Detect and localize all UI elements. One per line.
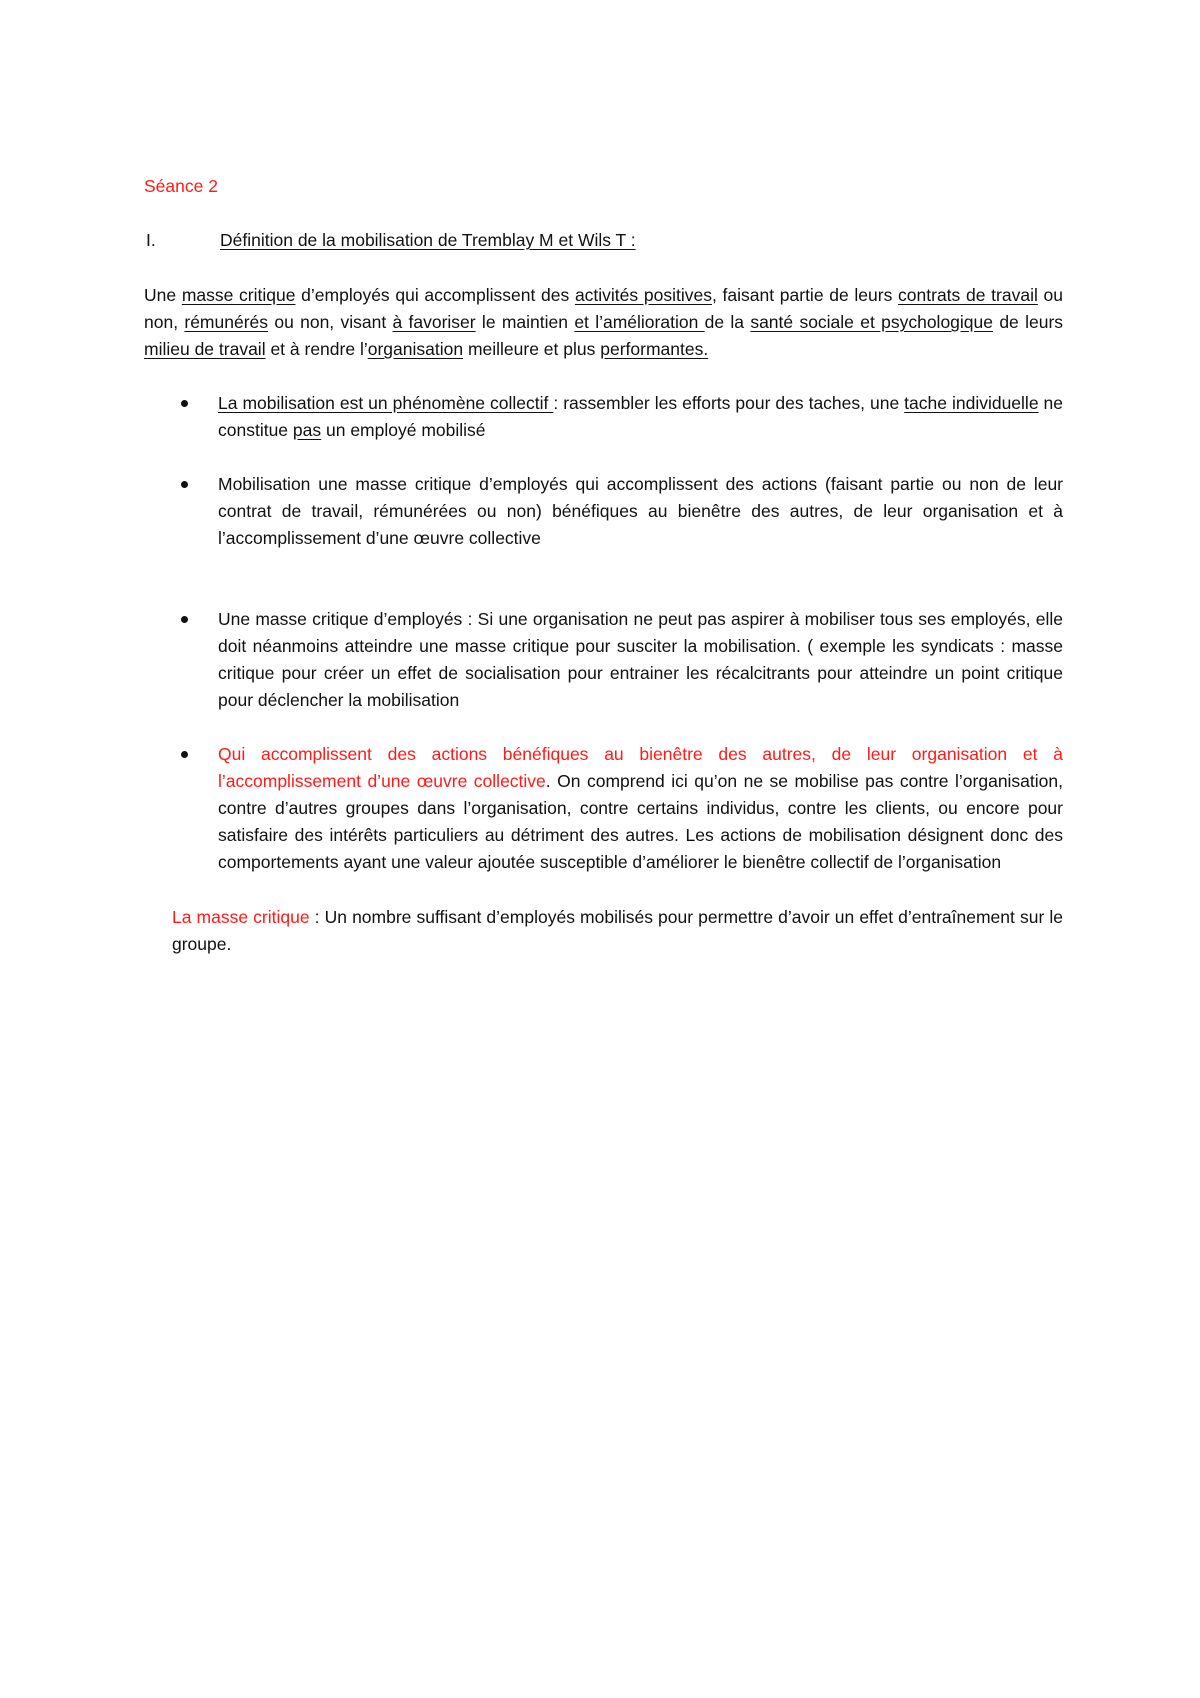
text-run: ne constitue: [218, 393, 1064, 440]
underlined-text: activités positives: [574, 285, 712, 305]
underlined-text: milieu de travail: [144, 339, 266, 359]
text-run: Une masse critique d’employés : Si une organisation ne peut pas aspirer à mobiliser tous ses employés, elle doit néanmoins atteindre une masse critique pour susciter la mobilisation. ( exemple les syndicats : masse critique pour créer un effet de socialisation pour entrainer les récalcitrants pour atteindre un point critique pour déclencher la mobilisation: [218, 609, 1063, 710]
bullet-dot-icon: [181, 481, 188, 488]
text-run: Mobilisation une masse critique d’employés qui accomplissent des actions (faisant partie ou non de leur contrat de travail, rémunérées ou non) bénéfiques au bienêtre des autres, de leur organisation et à l’accomplissement d’une œuvre collective: [218, 474, 1063, 548]
section-heading: [144, 227, 1063, 254]
underlined-text: tache individuelle: [904, 393, 1039, 413]
underlined-text: masse critique: [181, 285, 296, 305]
underlined-text: rémunérés: [184, 312, 269, 332]
text-run: le maintien: [475, 312, 575, 332]
text-run: : rassembler les efforts pour des taches, une: [553, 393, 905, 413]
underlined-text: et l’amélioration: [574, 312, 705, 332]
section-heading-text: Définition de la mobilisation de Tremblay M et Wils T :: [220, 230, 636, 250]
bullet-item: [144, 606, 1063, 714]
underlined-text: La mobilisation est un phénomène collectif: [218, 393, 554, 413]
text-run: de leurs: [993, 312, 1064, 332]
bullet-dot-icon: [181, 616, 188, 623]
bullet-item: [144, 390, 1063, 444]
text-run: d’employés qui accomplissent des: [295, 285, 575, 305]
bullet-text: [218, 609, 1063, 710]
underlined-text: organisation: [367, 339, 464, 359]
bullet-item: [144, 471, 1063, 552]
underlined-text: pas: [292, 420, 322, 440]
underlined-text: à favoriser: [392, 312, 476, 332]
bullet-dot-icon: [181, 400, 188, 407]
text-run: Une: [144, 285, 182, 305]
page-title: Séance 2: [144, 176, 218, 196]
intro-paragraph: [144, 282, 1063, 363]
bullet-item: [144, 741, 1063, 876]
text-run: de la: [704, 312, 751, 332]
bullet-text: [218, 474, 1063, 548]
highlighted-text: La masse critique: [172, 907, 310, 927]
definition-paragraph: [144, 904, 1063, 958]
text-run: ou non, visant: [268, 312, 393, 332]
bullet-dot-icon: [181, 751, 188, 758]
text-run: , faisant partie de leurs: [711, 285, 899, 305]
underlined-text: santé sociale et psychologique: [750, 312, 994, 332]
underlined-text: contrats de travail: [898, 285, 1038, 305]
underlined-text: performantes.: [600, 339, 709, 359]
bullet-text: [218, 393, 1063, 440]
text-run: : Un nombre suffisant d’employés mobilisés pour permettre d’avoir un effet d’entraînement sur le groupe.: [172, 907, 1063, 954]
text-run: un employé mobilisé: [321, 420, 486, 440]
bullet-list: [144, 390, 1063, 876]
text-run: meilleure et plus: [463, 339, 601, 359]
section-number: I.: [146, 230, 156, 250]
text-run: . On comprend ici qu’on ne se mobilise pas contre l’organisation, contre d’autres groupes dans l’organisation, contre certains individus, contre les clients, ou encore pour satisfaire des intérêts particuliers au détriment des autres. Les actions de mobilisation désignent donc des comportements ayant une valeur ajoutée susceptible d’améliorer le bienêtre collectif de l’organisation: [218, 771, 1063, 872]
bullet-text: [218, 744, 1063, 872]
text-run: et à rendre l’: [265, 339, 368, 359]
highlighted-text: Qui accomplissent des actions bénéfiques au bienêtre des autres, de leur organisation et à l’accomplissement d’une œuvre collective: [218, 744, 1063, 791]
text-run: ou non,: [144, 285, 1064, 332]
